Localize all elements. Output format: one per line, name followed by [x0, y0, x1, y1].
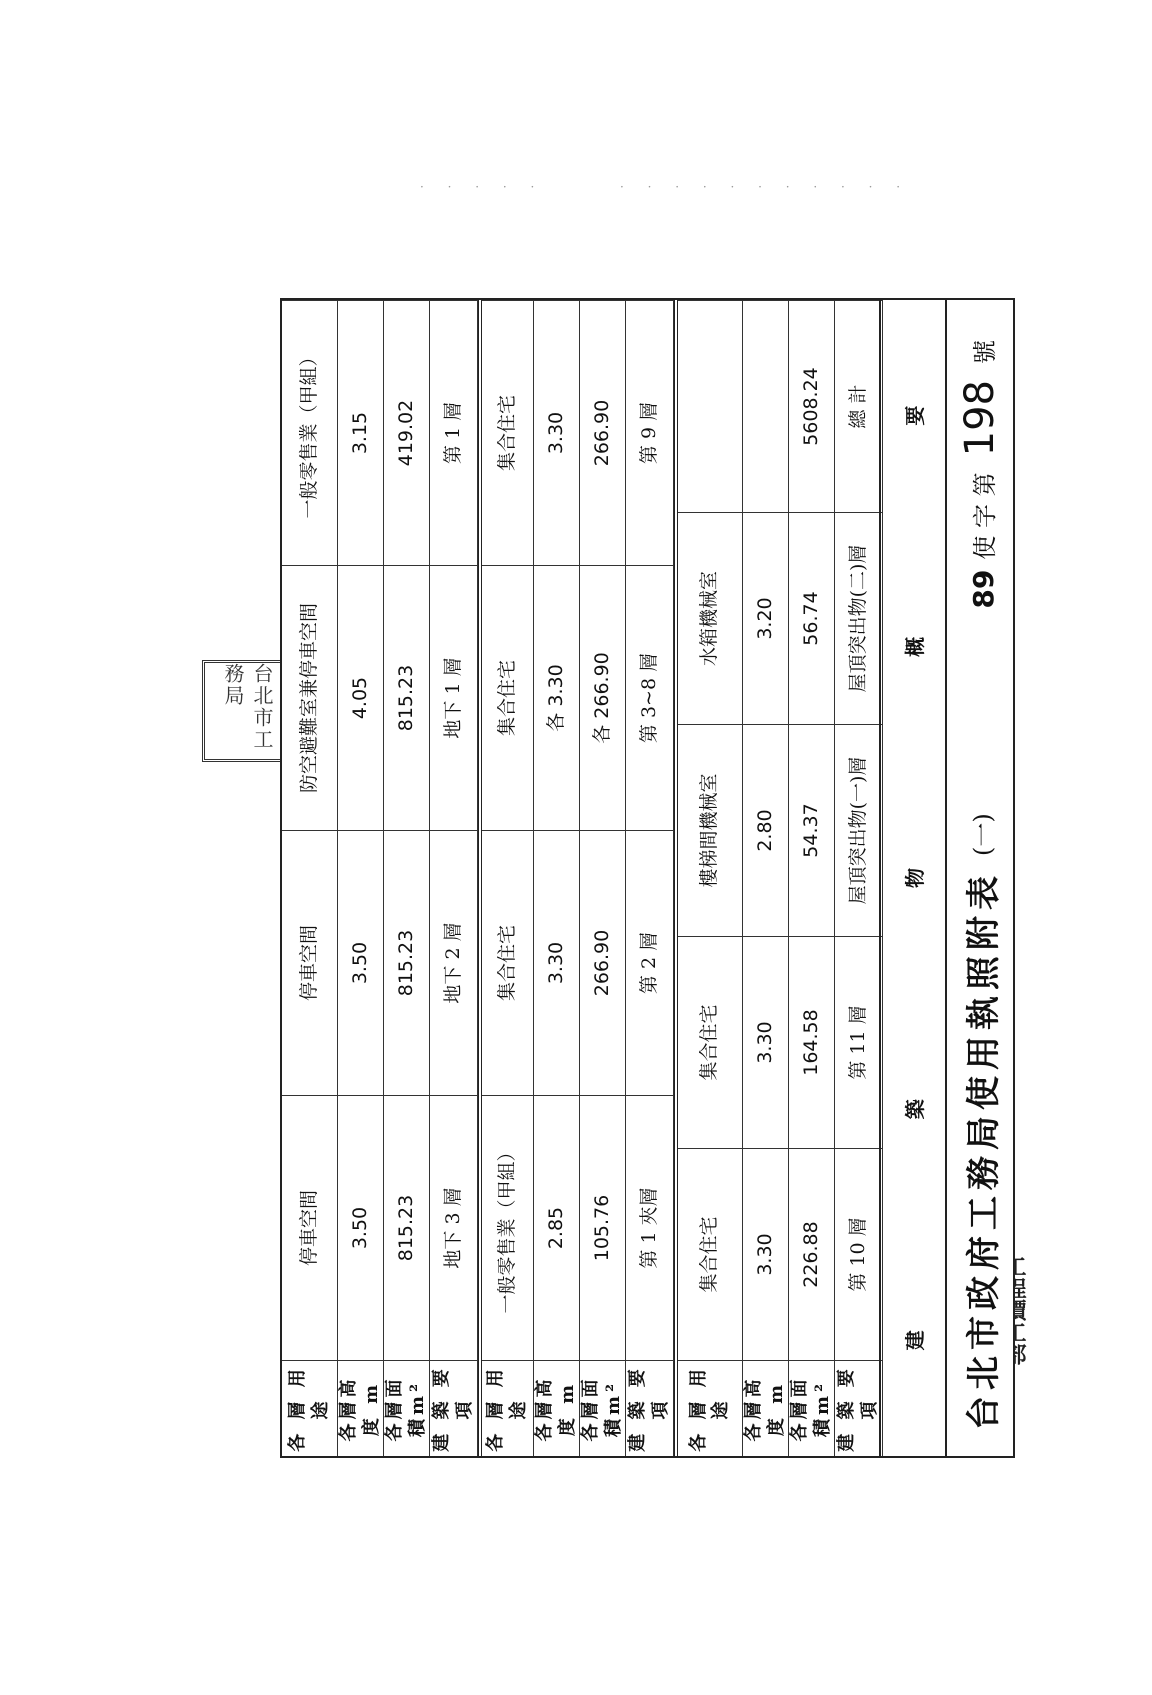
cell-item: 地下 1 層: [430, 565, 478, 830]
permit-year: 89: [967, 569, 1000, 609]
cell-use: 集合住宅: [678, 936, 743, 1148]
row-header-area: 各層面積m²: [580, 1360, 626, 1456]
cell-area: 56.74: [789, 512, 835, 724]
section-char: 築: [902, 1099, 927, 1120]
cell-item: 地下 2 層: [430, 830, 478, 1095]
document-title: 台北市政府工務局使用執照附表: [963, 870, 1004, 1430]
cell-area: 226.88: [789, 1148, 835, 1360]
cell-item: 屋頂突出物(二)層: [835, 512, 883, 724]
cell-use: 水箱機械室: [678, 512, 743, 724]
row-header-height: 各層高度 m: [743, 1360, 789, 1456]
row-header-item: 建 築 要 項: [430, 1360, 478, 1456]
cell-item: 第 11 層: [835, 936, 883, 1148]
rotated-document: [280, 298, 1015, 1458]
cell-height: 3.30: [743, 1148, 789, 1360]
cell-height: 3.15: [338, 300, 384, 565]
row-header-area: 各層面積m²: [384, 1360, 430, 1456]
scan-artifact: · · · · · · · · · · ·: [620, 180, 911, 194]
cell-area: 105.76: [580, 1095, 626, 1360]
cell-height: 各 3.30: [534, 565, 580, 830]
section-char: 物: [902, 868, 927, 889]
cell-height: 3.30: [534, 300, 580, 565]
cell-area: 815.23: [384, 830, 430, 1095]
permit-number: [957, 340, 1003, 609]
cell-height: 3.50: [338, 1095, 384, 1360]
cell-height: [743, 300, 789, 512]
cell-item: 第 9 層: [626, 300, 674, 565]
cell-height: 2.80: [743, 724, 789, 936]
cell-use: [678, 300, 743, 512]
cell-use: 集合住宅: [482, 565, 534, 830]
cell-height: 3.30: [743, 936, 789, 1148]
cell-area: 5608.24: [789, 300, 835, 512]
permit-serial: 198: [957, 380, 1003, 457]
cell-height: 3.20: [743, 512, 789, 724]
row-header-height: 各層高度 m: [338, 1360, 384, 1456]
cell-item: 地下 3 層: [430, 1095, 478, 1360]
cell-use: 集合住宅: [482, 830, 534, 1095]
section-char: 概: [902, 636, 927, 657]
cell-area: 164.58: [789, 936, 835, 1148]
table-upper-floors: [678, 300, 883, 1456]
cell-height: 3.50: [338, 830, 384, 1095]
cell-item: 第 10 層: [835, 1148, 883, 1360]
permit-label-prefix: 使 字 第: [971, 472, 999, 560]
row-header-item: 建 築 要 項: [626, 1360, 674, 1456]
cell-item: 第 2 層: [626, 830, 674, 1095]
row-header-use: 各 層 用 途: [678, 1360, 743, 1456]
cell-area: 419.02: [384, 300, 430, 565]
row-header-use: 各 層 用 途: [482, 1360, 534, 1456]
row-header-height: 各層高度 m: [534, 1360, 580, 1456]
section-char: 要: [902, 405, 927, 426]
table-basement: [282, 300, 478, 1456]
table-lower-floors: [482, 300, 674, 1456]
cell-use: 一般零售業（甲組）: [482, 1095, 534, 1360]
cell-use: 停車空間: [282, 830, 338, 1095]
section-char: 建: [902, 1330, 927, 1351]
cell-area: 815.23: [384, 565, 430, 830]
row-header-use: 各 層 用 途: [282, 1360, 338, 1456]
cell-item: 屋頂突出物(一)層: [835, 724, 883, 936]
cell-area: 54.37: [789, 724, 835, 936]
cell-item: 第 3~8 層: [626, 565, 674, 830]
cell-item: 第 1 夾層: [626, 1095, 674, 1360]
cell-area: 各 266.90: [580, 565, 626, 830]
permit-label-suffix: 號: [971, 340, 999, 364]
row-header-item: 建 築 要 項: [835, 1360, 883, 1456]
row-header-area: 各層面積m²: [789, 1360, 835, 1456]
cell-item: 第 1 層: [430, 300, 478, 565]
cell-use: 防空避難室兼停車空間: [282, 565, 338, 830]
cell-area: 266.90: [580, 830, 626, 1095]
cell-use: 集合住宅: [678, 1148, 743, 1360]
cell-item: 總 計: [835, 300, 883, 512]
cell-area: 266.90: [580, 300, 626, 565]
cell-height: 3.30: [534, 830, 580, 1095]
permit-attachment-table: [280, 298, 1015, 1458]
cell-use: 樓梯間機械室: [678, 724, 743, 936]
cell-area: 815.23: [384, 1095, 430, 1360]
cell-height: 4.05: [338, 565, 384, 830]
document-title-suffix: (一): [968, 813, 997, 856]
cell-use: 集合住宅: [482, 300, 534, 565]
cell-use: 停車空間: [282, 1095, 338, 1360]
cell-height: 2.85: [534, 1095, 580, 1360]
tables-area: [282, 300, 879, 1456]
cell-use: 一般零售業（甲組）: [282, 300, 338, 565]
official-seal: 台北市工務局: [202, 660, 294, 762]
section-label: [879, 300, 945, 1456]
title-band: [945, 300, 1013, 1456]
scan-artifact: · · · · ·: [420, 180, 545, 194]
